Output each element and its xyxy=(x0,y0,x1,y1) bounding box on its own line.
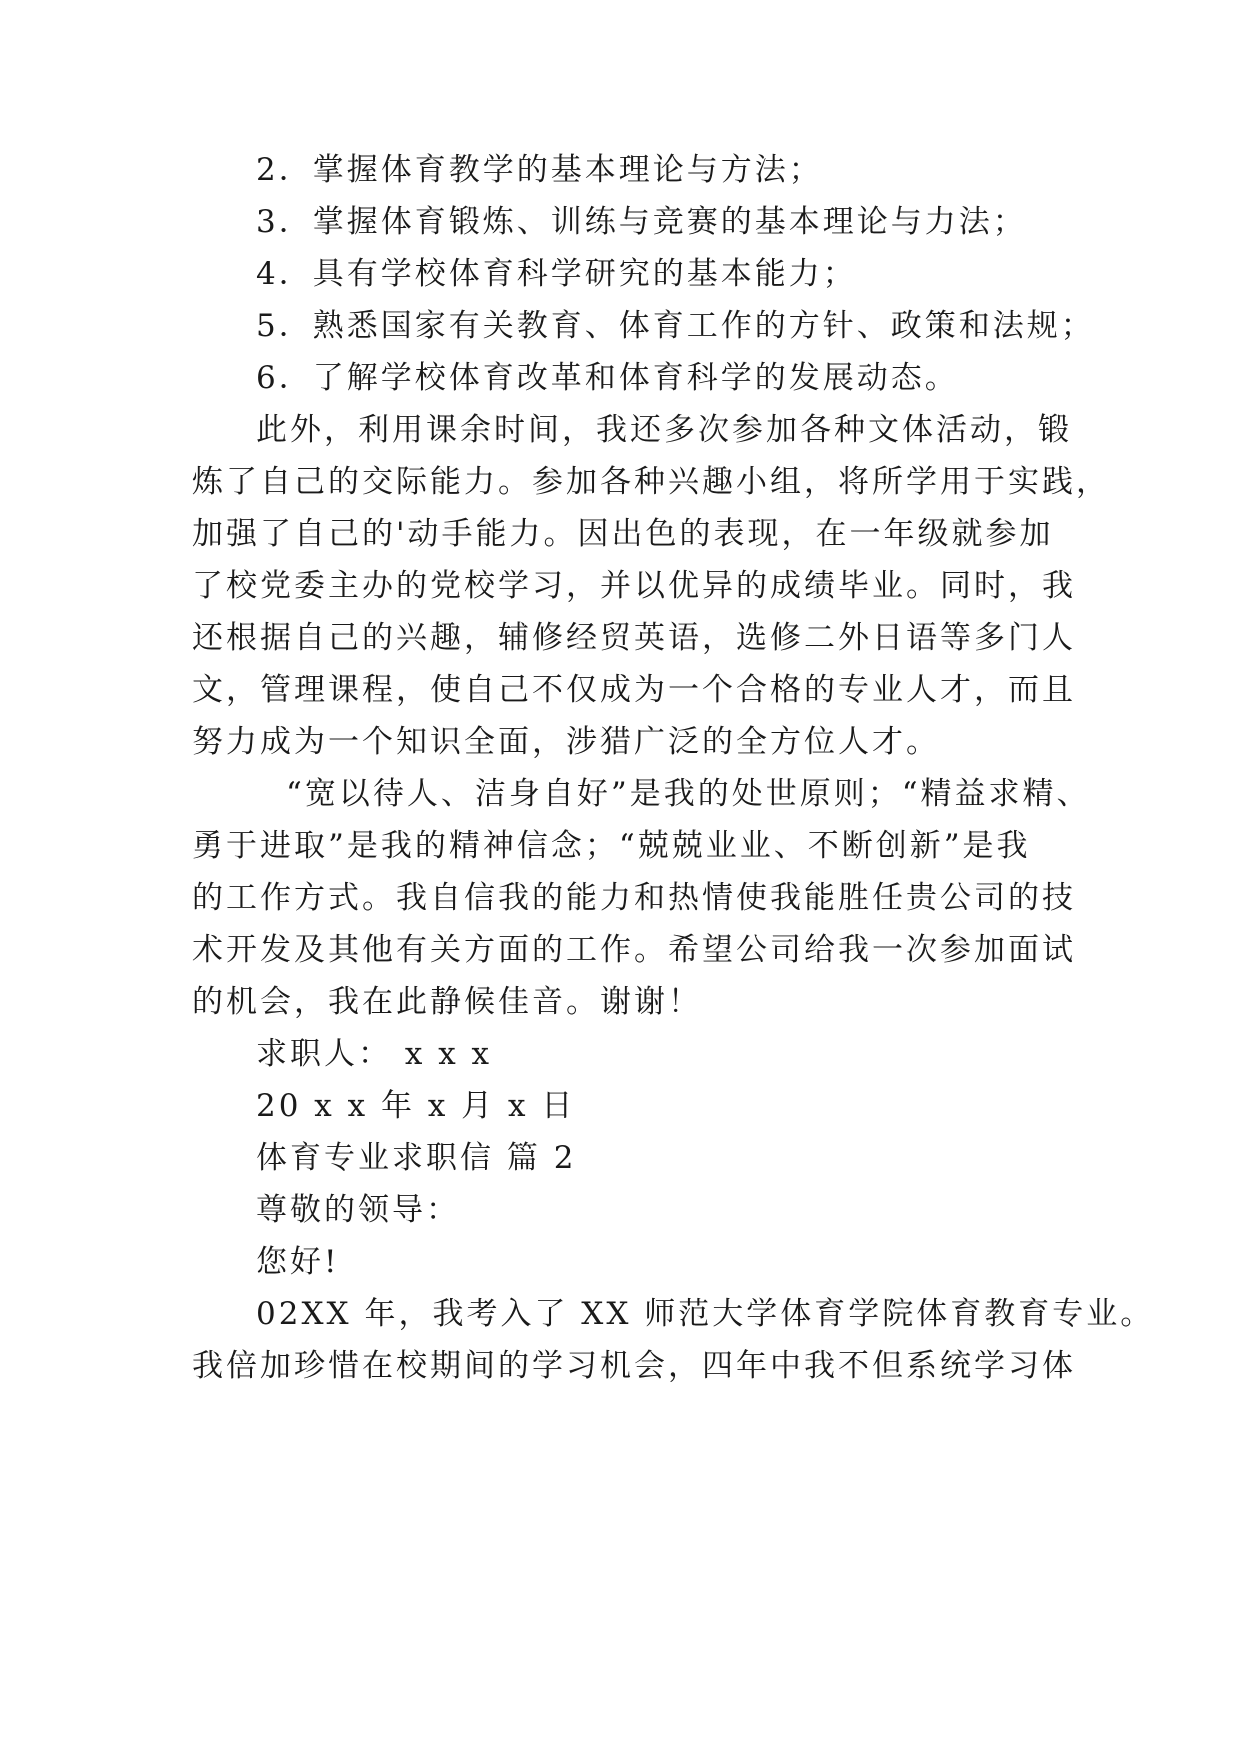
section-title: 体育专业求职信 篇 2 xyxy=(256,1140,577,1176)
paragraph-line: 我倍加珍惜在校期间的学习机会，四年中我不但系统学习体 xyxy=(192,1348,1076,1384)
paragraph-line: 的机会，我在此静候佳音。谢谢！ xyxy=(192,984,702,1020)
list-item: 3．掌握体育锻炼、训练与竞赛的基本理论与力法； xyxy=(256,204,1027,240)
list-item: 5．熟悉国家有关教育、体育工作的方针、政策和法规； xyxy=(256,308,1095,344)
applicant-signature: 求职人： x x x xyxy=(256,1036,493,1072)
paragraph-line: 了校党委主办的党校学习，并以优异的成绩毕业。同时，我 xyxy=(192,568,1076,604)
paragraph-line: 术开发及其他有关方面的工作。希望公司给我一次参加面试 xyxy=(192,932,1076,968)
paragraph-line: “宽以待人、洁身自好”是我的处世原则；“精益求精、 xyxy=(286,776,1091,812)
paragraph-line: 的工作方式。我自信我的能力和热情使我能胜任贵公司的技 xyxy=(192,880,1076,916)
list-item: 2．掌握体育教学的基本理论与方法； xyxy=(256,152,823,188)
salutation: 尊敬的领导： xyxy=(256,1192,460,1228)
paragraph-line: 炼了自己的交际能力。参加各种兴趣小组，将所学用于实践， xyxy=(192,464,1110,500)
paragraph-line: 努力成为一个知识全面，涉猎广泛的全方位人才。 xyxy=(192,724,940,760)
paragraph-line: 文，管理课程，使自己不仅成为一个合格的专业人才，而且 xyxy=(192,672,1076,708)
paragraph-line: 02XX 年，我考入了 XX 师范大学体育学院体育教育专业。 xyxy=(256,1296,1155,1332)
paragraph-line: 勇于进取”是我的精神信念；“兢兢业业、不断创新”是我 xyxy=(192,828,1031,864)
greeting: 您好! xyxy=(256,1244,340,1280)
letter-date: 20 x x 年 x 月 x 日 xyxy=(256,1088,576,1124)
paragraph-line: 还根据自己的兴趣，辅修经贸英语，选修二外日语等多门人 xyxy=(192,620,1076,656)
paragraph-line: 此外，利用课余时间，我还多次参加各种文体活动，锻 xyxy=(256,412,1072,448)
paragraph-line: 加强了自己的'动手能力。因出色的表现，在一年级就参加 xyxy=(192,516,1054,552)
list-item: 4．具有学校体育科学研究的基本能力； xyxy=(256,256,857,292)
list-item: 6．了解学校体育改革和体育科学的发展动态。 xyxy=(256,360,959,396)
